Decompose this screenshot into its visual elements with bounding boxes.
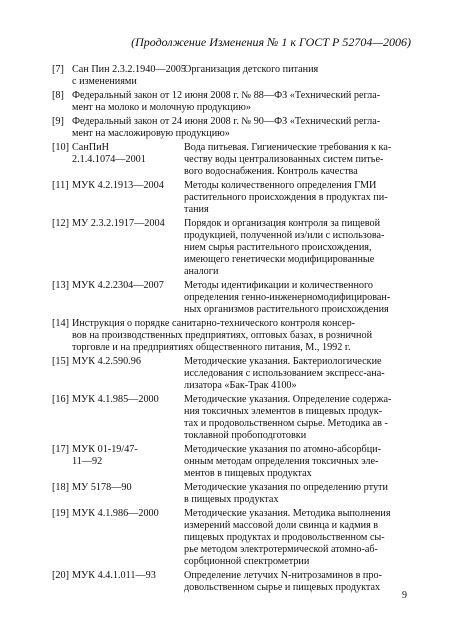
- reference-item: [52, 356, 410, 392]
- reference-item: [52, 280, 410, 316]
- reference-text-line: мент на молоко и молочную продукцию»: [72, 102, 251, 113]
- reference-code: МУК 4.1.985—2000: [72, 394, 159, 405]
- reference-list: [52, 64, 410, 596]
- reference-title-line: измерений массовой доли свинца и кадмия в: [184, 520, 379, 531]
- reference-item: [52, 218, 410, 278]
- reference-item: [52, 318, 410, 354]
- reference-text-line: Инструкция о порядке санитарно-технического контроля консер-: [72, 318, 356, 329]
- reference-code: СанПиН 2.1.4.1074—2001: [72, 142, 146, 165]
- reference-code: МУК 4.4.1.011—93: [72, 570, 156, 581]
- reference-number: [20]: [52, 570, 69, 581]
- reference-text-line: мент на масложировую продукцию»: [72, 128, 230, 139]
- reference-title: [184, 482, 410, 506]
- reference-title-line: Методы количественного определения ГМИ: [184, 180, 377, 191]
- reference-number: [13]: [52, 280, 69, 291]
- reference-number: [14]: [52, 318, 69, 329]
- reference-title: [184, 280, 410, 316]
- reference-title-line: рье методом электротермической атомно-аб-: [184, 544, 378, 555]
- page-header: (Продолжение Изменения № 1 к ГОСТ Р 52704—2006): [131, 35, 411, 49]
- reference-title-line: в пищевых продуктах: [184, 494, 279, 505]
- reference-title-line: нием сырья растительного происхождения,: [184, 242, 372, 253]
- reference-number: [19]: [52, 508, 69, 519]
- reference-title-line: Методы идентификации и количественного: [184, 280, 374, 291]
- reference-title-line: тания: [184, 204, 209, 215]
- reference-number: [17]: [52, 444, 69, 455]
- reference-item: [52, 394, 410, 442]
- reference-title-line: Методические указания. Определение содержа-: [184, 394, 392, 405]
- reference-title-line: Порядок и организация контроля за пищевой: [184, 218, 381, 229]
- reference-number: [9]: [52, 116, 64, 127]
- reference-number: [11]: [52, 180, 69, 191]
- reference-title-line: ния токсичных элементов в пищевых продук-: [184, 406, 383, 417]
- reference-title-line: ных организмов растительного происхождения: [184, 304, 389, 315]
- reference-title-line: Методические указания. Методика выполнения: [184, 508, 391, 519]
- reference-number: [16]: [52, 394, 69, 405]
- reference-title: [184, 142, 410, 178]
- reference-title: [184, 356, 410, 392]
- reference-text: [72, 116, 410, 140]
- reference-item: [52, 116, 410, 140]
- reference-number: [18]: [52, 482, 69, 493]
- reference-title-line: лизатора «Бак-Трак 4100»: [184, 380, 297, 391]
- reference-code: МУК 4.2.1913—2004: [72, 180, 164, 191]
- reference-title-line: Методические указания по атомно-абсорбци-: [184, 444, 382, 455]
- page-number: 9: [402, 590, 407, 601]
- reference-title-line: честву воды централизованных систем питье-: [184, 154, 384, 165]
- reference-title-line: токлавной пробоподготовки: [184, 430, 307, 441]
- reference-title: [184, 394, 410, 442]
- reference-text-line: Федеральный закон от 12 июня 2008 г. № 88—ФЗ «Технический регла-: [72, 90, 381, 101]
- reference-text: [72, 90, 410, 114]
- reference-text-line: торговле и на предприятиях общественного питания, М., 1992 г.: [72, 342, 351, 353]
- reference-code: МУ 2.3.2.1917—2004: [72, 218, 165, 229]
- reference-extra: [72, 76, 410, 88]
- reference-item: [52, 64, 410, 88]
- reference-title-line: Вода питьевая. Гигиенические требования к ка-: [184, 142, 392, 153]
- reference-title: [184, 570, 410, 594]
- reference-number: [12]: [52, 218, 69, 229]
- reference-code: МУ 5178—90: [72, 482, 132, 493]
- reference-title-line: ментов в пищевых продуктах: [184, 468, 312, 479]
- reference-title-line: определения генно-инженерномодифицирован-: [184, 292, 391, 303]
- reference-title-line: Организация детского питания: [184, 64, 319, 75]
- reference-number: [10]: [52, 142, 69, 153]
- reference-code: МУК 4.2.2304—2007: [72, 280, 164, 291]
- reference-item: [52, 142, 410, 178]
- reference-code: МУК 4.2.590.96: [72, 356, 141, 367]
- reference-title-line: довольственном сырье и пищевых продуктах: [184, 582, 381, 593]
- reference-item: [52, 482, 410, 506]
- reference-item: [52, 180, 410, 216]
- reference-title-line: онным методам определения токсичных эле-: [184, 456, 379, 467]
- reference-title: [184, 218, 410, 278]
- reference-title-line: вого водоснабжения. Контроль качества: [184, 166, 358, 177]
- reference-title-line: пищевых продуктах и продовольственном сы-: [184, 532, 385, 543]
- reference-number: [7]: [52, 64, 64, 75]
- reference-title-line: имеющего генетически модифицированные: [184, 254, 375, 265]
- reference-text: [72, 318, 410, 354]
- reference-title-line: Методические указания по определению ртути: [184, 482, 388, 493]
- reference-title-line: аналоги: [184, 266, 219, 277]
- reference-code: Сан Пин 2.3.2.1940—2005: [72, 64, 186, 75]
- reference-title: [184, 508, 410, 568]
- reference-title-line: исследования с использованием экспресс-ана-: [184, 368, 385, 379]
- reference-title-line: сорбционной спектрометрии: [184, 556, 310, 567]
- reference-code: МУК 01-19/47- 11—92: [72, 444, 138, 467]
- reference-title-line: Методические указания. Бактериологические: [184, 356, 382, 367]
- reference-text-line: вов на производственных предприятиях, оптовых базах, в розничной: [72, 330, 373, 341]
- reference-text-line: Федеральный закон от 24 июня 2008 г. № 90—ФЗ «Технический регла-: [72, 116, 381, 127]
- reference-item: [52, 90, 410, 114]
- reference-title: [184, 180, 410, 216]
- reference-number: [8]: [52, 90, 64, 101]
- reference-title: [184, 64, 410, 76]
- reference-code: МУК 4.1.986—2000: [72, 508, 159, 519]
- reference-item: [52, 570, 410, 594]
- reference-number: [15]: [52, 356, 69, 367]
- reference-title-line: продукцией, полученной из/или с использова-: [184, 230, 385, 241]
- reference-title-line: тах и продовольственном сырье. Методика ав -: [184, 418, 388, 429]
- reference-title-line: растительного происхождения в продуктах пи-: [184, 192, 388, 203]
- reference-item: [52, 508, 410, 568]
- reference-item: [52, 444, 410, 480]
- reference-extra-line: с изменениями: [72, 76, 137, 87]
- reference-title-line: Определение летучих N-нитрозаминов в про-: [184, 570, 382, 581]
- reference-title: [184, 444, 410, 480]
